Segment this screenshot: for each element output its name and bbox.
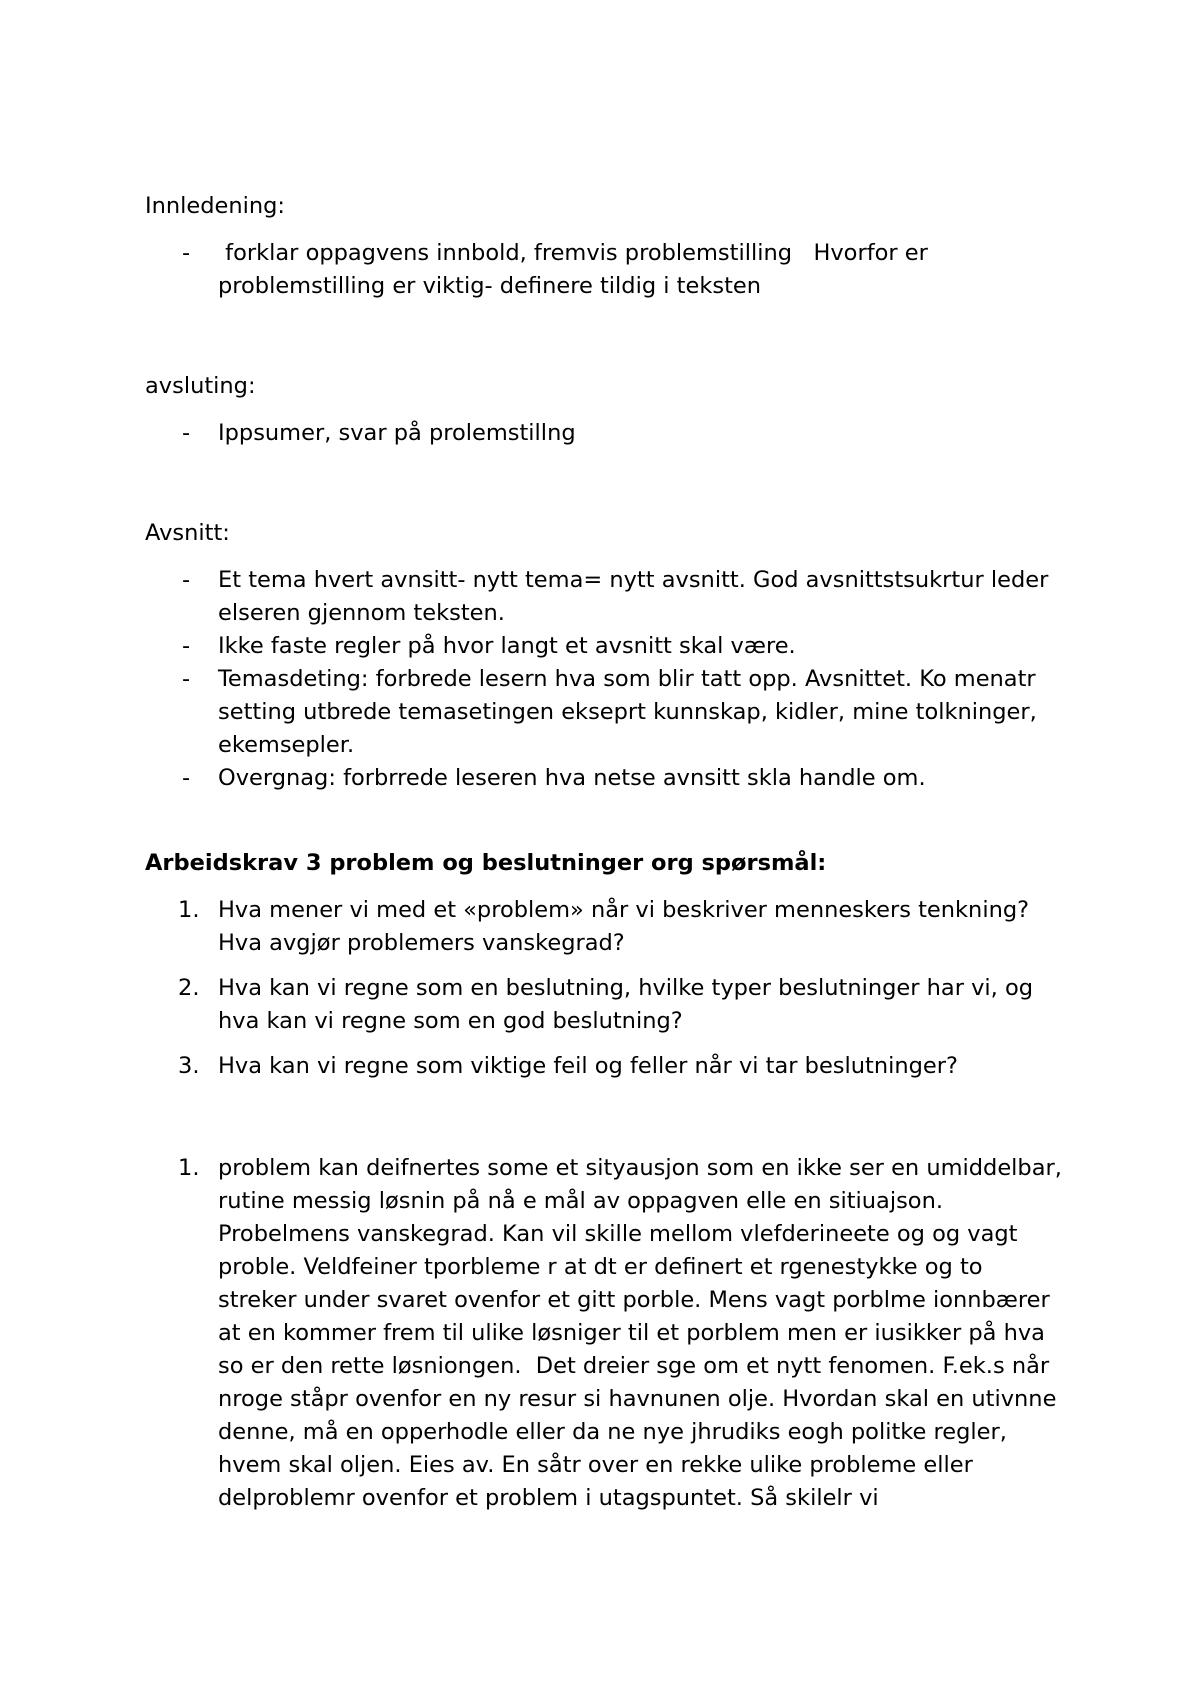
answer-text: problem kan deifnertes some et sityausjon som en ikke ser en umiddelbar, rutine messig løsnin på nå e mål av oppagven elle en sitiuajson. Probelmens vanskegrad. Kan vil skille mellom vlefderineete og og vagt proble. Veldfeiner tporbleme r at dt er definert et rgenestykke og to streker under svaret ovenfor et gitt porble. Mens vagt porblme ionnbærer at en kommer frem til ulike løsniger til et porblem men er iusikker på hva so er den rette løsniongen. Det dreier sge om et nytt fenomen. F.ek.s når nroge ståpr ovenfor en ny resur si havnunen olje. Hvordan skal en utivnne denne, må en opperhodle eller da ne nye jhrudiks eogh politke regler, hvem skal oljen. Eies av. En såtr over en rekke ulike probleme eller delproblemr ovenfor et problem i utagspuntet. Så skilelr vi <box>218 1155 1070 1511</box>
document-page <box>145 190 1070 1515</box>
question-number: 2. <box>178 975 200 1001</box>
list-item <box>145 237 1065 303</box>
dash-bullet: - <box>182 633 191 659</box>
list-item-text: forklar oppagvens innbold, fremvis problemstilling Hvorfor er problemstilling er viktig- definere tildig i teksten <box>218 240 936 299</box>
answer-item <box>145 1152 1070 1515</box>
question-list <box>145 894 1065 1083</box>
section-heading-innledening: Innledening: <box>145 193 286 219</box>
arbeidskrav-heading: Arbeidskrav 3 problem og beslutninger org spørsmål: <box>145 850 827 876</box>
answer-list <box>145 1152 1070 1515</box>
list-item-text: Ikke faste regler på hvor langt et avsnitt skal være. <box>218 633 796 659</box>
section-heading-avsnitt: Avsnitt: <box>145 520 230 546</box>
list-item-text: Overgnag: forbrrede leseren hva netse avnsitt skla handle om. <box>218 765 926 791</box>
dash-bullet: - <box>182 240 191 266</box>
list-item <box>145 417 1065 450</box>
list-item <box>145 630 1065 663</box>
dash-bullet: - <box>182 567 191 593</box>
dash-bullet: - <box>182 666 191 692</box>
question-text: Hva kan vi regne som viktige feil og feller når vi tar beslutninger? <box>218 1053 958 1079</box>
list-item <box>145 663 1065 762</box>
question-text: Hva kan vi regne som en beslutning, hvilke typer beslutninger har vi, og hva kan vi regne som en god beslutning? <box>218 975 1034 1034</box>
question-number: 3. <box>178 1053 200 1079</box>
list-item <box>145 564 1065 630</box>
question-item <box>145 894 1065 960</box>
answer-number: 1. <box>178 1155 200 1181</box>
list-item-text: Ippsumer, svar på prolemstillng <box>218 420 576 446</box>
section-heading-avsluting: avsluting: <box>145 373 256 399</box>
list-item-text: Et tema hvert avnsitt- nytt tema= nytt avsnitt. God avsnittstsukrtur leder elseren gjennom teksten. <box>218 567 1049 626</box>
question-text: Hva mener vi med et «problem» når vi beskriver menneskers tenkning? Hva avgjør problemers vanskegrad? <box>218 897 1030 956</box>
question-item <box>145 1050 1065 1083</box>
dash-bullet: - <box>182 420 191 446</box>
question-number: 1. <box>178 897 200 923</box>
innledening-list <box>145 237 1065 303</box>
list-item <box>145 762 1065 795</box>
dash-bullet: - <box>182 765 191 791</box>
avsnitt-list <box>145 564 1065 795</box>
avsluting-list <box>145 417 1065 450</box>
question-item <box>145 972 1065 1038</box>
list-item-text: Temasdeting: forbrede lesern hva som blir tatt opp. Avsnittet. Ko menatr setting utbrede temasetingen ekseprt kunnskap, kidler, mine tolkninger, ekemsepler. <box>218 666 1037 758</box>
